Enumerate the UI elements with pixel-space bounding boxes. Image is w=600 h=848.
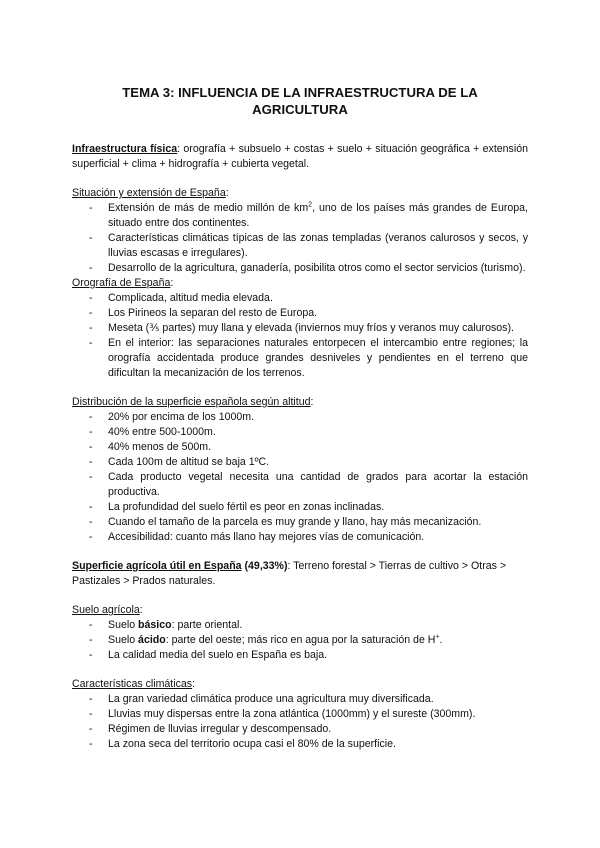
superficie-text: : Terreno forestal > Tierras de cultivo > Otras > Pastizales > Prados naturales. [72, 560, 507, 587]
section-situacion [72, 186, 528, 276]
superficie-paragraph [72, 559, 528, 589]
bullet-list [72, 410, 528, 545]
section-heading: Características climáticas: [72, 678, 196, 690]
list-item: - 40% entre 500-1000m. [72, 425, 528, 440]
section-suelo [72, 603, 528, 663]
bullet-list [72, 201, 528, 276]
bullet-list [72, 291, 528, 381]
list-item: - Suelo básico: parte oriental. [72, 618, 528, 633]
list-item: - Lluvias muy dispersas entre la zona atlántica (1000mm) y el sureste (300mm). [72, 707, 528, 722]
intro-text: : orografía + subsuelo + costas + suelo + situación geográfica + extensión superficial + clima + hidrografía + cubierta vegetal. [72, 143, 528, 170]
list-item: - La zona seca del territorio ocupa casi el 80% de la superficie. [72, 737, 528, 752]
intro-label: Infraestructura física [72, 143, 178, 155]
list-item: - Régimen de lluvias irregular y descompensado. [72, 722, 528, 737]
list-item: - 40% menos de 500m. [72, 440, 528, 455]
list-item: - Cada 100m de altitud se baja 1ºC. [72, 455, 528, 470]
list-item: - Suelo ácido: parte del oeste; más rico en agua por la saturación de H+. [72, 633, 528, 648]
list-item: - Cuando el tamaño de la parcela es muy grande y llano, hay más mecanización. [72, 515, 528, 530]
section-heading: Distribución de la superficie española según altitud: [72, 396, 314, 408]
list-item: - Los Pirineos la separan del resto de Europa. [72, 306, 528, 321]
list-item: - La profundidad del suelo fértil es peor en zonas inclinadas. [72, 500, 528, 515]
section-distribucion [72, 395, 528, 545]
superficie-percent: (49,33%) [241, 560, 288, 572]
intro-paragraph [72, 142, 528, 172]
list-item: - Meseta (⅗ partes) muy llana y elevada (inviernos muy fríos y veranos muy calurosos). [72, 321, 528, 336]
list-item: - La gran variedad climática produce una agricultura muy diversificada. [72, 692, 528, 707]
page-title: TEMA 3: INFLUENCIA DE LA INFRAESTRUCTURA DE LA AGRICULTURA [122, 85, 478, 117]
bullet-list [72, 692, 528, 752]
section-heading: Situación y extensión de España: [72, 187, 229, 199]
list-item: - En el interior: las separaciones naturales entorpecen el intercambio entre regiones; la orografía accidentada produce grandes desniveles y pendientes en el terreno que dificultan la mecanización de los terrenos. [72, 336, 528, 381]
section-clima [72, 677, 528, 752]
list-item: - Características climáticas típicas de las zonas templadas (veranos calurosos y secos, y lluvias escasas e irregulares). [72, 231, 528, 261]
list-item: - Desarrollo de la agricultura, ganadería, posibilita otros como el sector servicios (turismo). [72, 261, 528, 276]
superficie-label: Superficie agrícola útil en España [72, 560, 242, 572]
list-item: - Accesibilidad: cuanto más llano hay mejores vías de comunicación. [72, 530, 528, 545]
list-item: - Cada producto vegetal necesita una cantidad de grados para acortar la estación productiva. [72, 470, 528, 500]
list-item: - Extensión de más de medio millón de $km^2$, uno de los países más grandes de Europa, situado entre dos continentes. [72, 201, 528, 231]
list-item: - Complicada, altitud media elevada. [72, 291, 528, 306]
list-item: - 20% por encima de los 1000m. [72, 410, 528, 425]
list-item: - La calidad media del suelo en España es baja. [72, 648, 528, 663]
section-heading: Orografía de España: [72, 277, 174, 289]
bullet-list [72, 618, 528, 663]
section-heading: Suelo agrícola: [72, 604, 143, 616]
section-orografia [72, 276, 528, 381]
